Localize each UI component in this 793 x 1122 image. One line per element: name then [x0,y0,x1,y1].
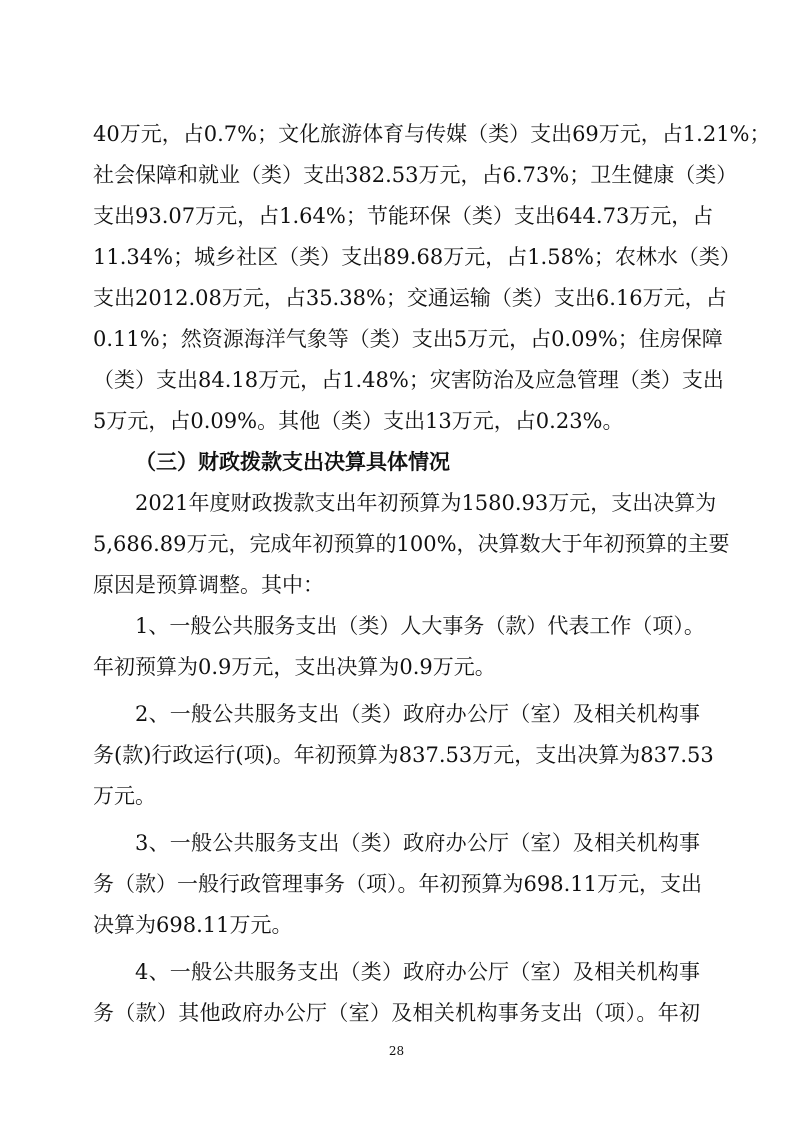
text-line: 支出93.07万元，占1.64%；节能环保（类）支出644.73万元，占 [93,204,714,228]
text-line: 2、一般公共服务支出（类）政府办公厅（室）及相关机构事 [135,702,700,726]
text-line: 年初预算为0.9万元，支出决算为0.9万元。 [93,655,496,679]
text-line: 原因是预算调整。其中： [93,573,324,597]
list-item-3 [93,823,700,946]
text-line: 3、一般公共服务支出（类）政府办公厅（室）及相关机构事 [135,831,700,855]
text-line: 1、一般公共服务支出（类）人大事务（款）代表工作（项）。 [135,614,705,638]
text-line: 务(款)行政运行(项)。年初预算为837.53万元，支出决算为837.53 [93,743,714,767]
text-line: 支出2012.08万元，占35.38%；交通运输（类）支出6.16万元，占 [93,286,727,310]
text-line: 40万元，占0.7%；文化旅游体育与传媒（类）支出69万元，占1.21%； [93,122,771,146]
list-item-2 [93,694,714,817]
text-line: 2021年度财政拨款支出年初预算为1580.93万元，支出决算为 [135,491,717,515]
list-item-1 [93,606,705,688]
paragraph-expenditure-breakdown [93,114,771,442]
section-heading: （三）财政拨款支出决算具体情况 [135,450,450,474]
list-item-4 [93,952,700,1034]
text-line: 务（款）其他政府办公厅（室）及相关机构事务支出（项）。年初 [93,1001,700,1025]
text-line: 11.34%；城乡社区（类）支出89.68万元，占1.58%；农林水（类） [93,245,741,269]
text-line: 5万元，占0.09%。其他（类）支出13万元，占0.23%。 [93,409,624,433]
document-page [93,114,771,1034]
text-line: 0.11%；然资源海洋气象等（类）支出5万元，占0.09%；住房保障 [93,327,723,351]
text-line: 4、一般公共服务支出（类）政府办公厅（室）及相关机构事 [135,960,700,984]
page-number: 28 [388,1044,405,1058]
text-line: （类）支出84.18万元，占1.48%；灾害防治及应急管理（类）支出 [93,368,724,392]
text-line: 务（款）一般行政管理事务（项）。年初预算为698.11万元，支出 [93,872,702,896]
paragraph-budget-summary [93,483,730,606]
text-line: 万元。 [93,784,156,808]
text-line: 决算为698.11万元。 [93,913,293,937]
text-line: 社会保障和就业（类）支出382.53万元，占6.73%；卫生健康（类） [93,163,738,187]
text-line: 5,686.89万元，完成年初预算的100%，决算数大于年初预算的主要 [93,532,730,556]
